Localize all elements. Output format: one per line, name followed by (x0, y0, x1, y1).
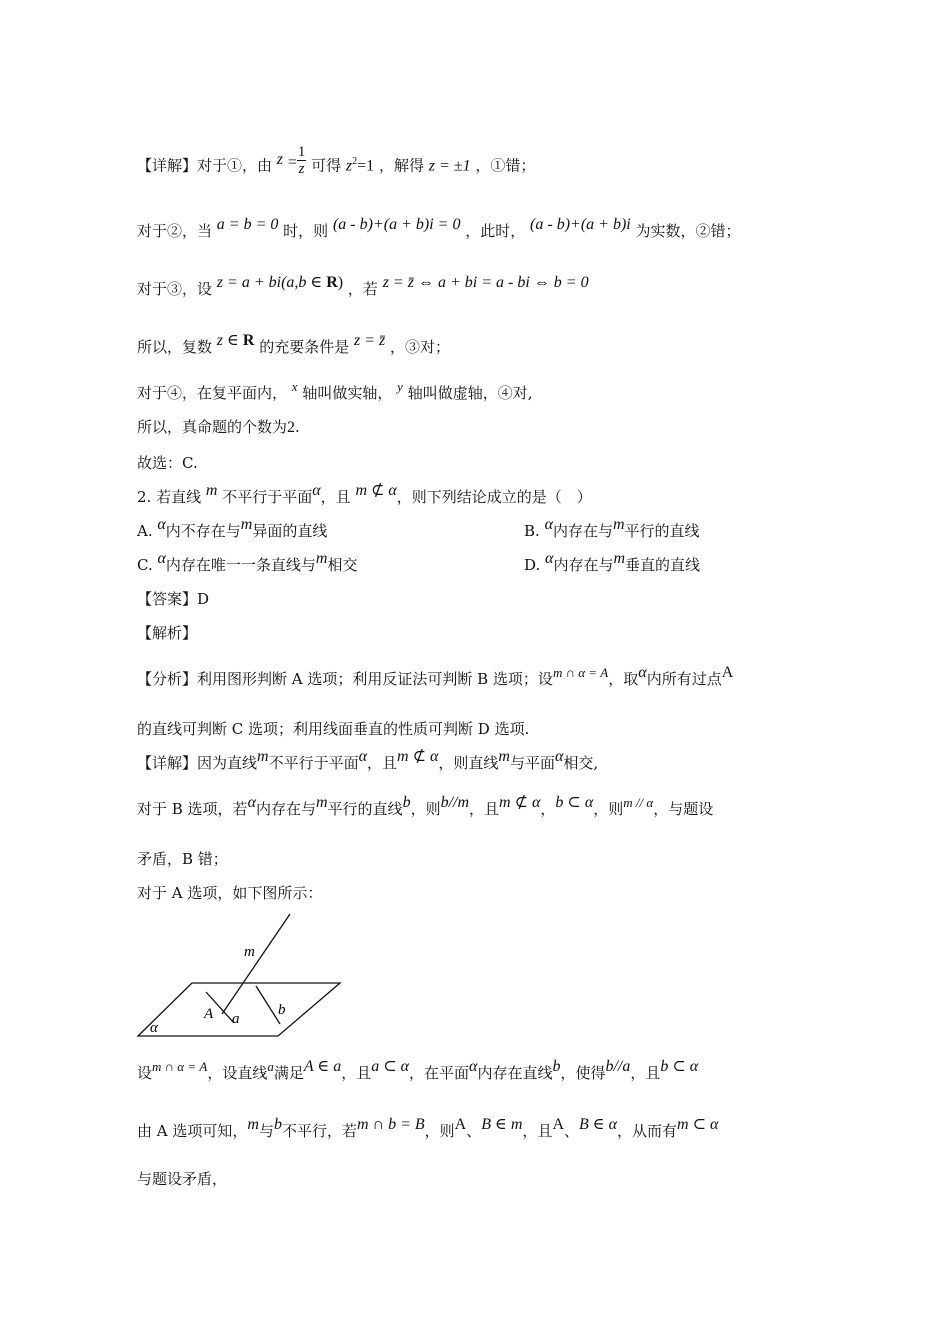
math-x: x (291, 379, 298, 394)
detail2-line-3: 矛盾，B 错； (137, 850, 228, 868)
math-inline: m (315, 794, 328, 811)
math-inline: a ⊂ α (371, 1058, 410, 1075)
math-inline: m (240, 516, 253, 533)
math-R: R (326, 274, 338, 291)
detail-line-4 (137, 332, 451, 359)
math-inline: = (287, 153, 297, 171)
text: ，设直线 (207, 1064, 268, 1082)
text: 、 (564, 1122, 580, 1140)
text: 内存在唯一一条直线与 (165, 556, 316, 574)
detail2-line-7: 与题设矛盾， (137, 1170, 228, 1188)
plane-alpha (138, 983, 340, 1036)
math-inline: A (454, 1116, 467, 1133)
detail2-line-2 (137, 794, 714, 821)
analysis-line-1 (137, 664, 734, 691)
text: 满足 (273, 1064, 304, 1082)
math-inline: B ∈ m (481, 1116, 523, 1133)
math-inline: α (358, 748, 367, 765)
text: z (298, 161, 305, 177)
text: 内所有过点 (646, 670, 722, 688)
text: ，则 (593, 800, 624, 818)
math-inline: m ⊄ α (397, 748, 439, 765)
text: 内存在与 (552, 522, 613, 540)
math-inline: m (498, 748, 510, 765)
math-inline: m (257, 748, 269, 765)
text: ，若 (347, 280, 378, 298)
label-a: a (232, 1011, 240, 1027)
text: 不平行于平面 (222, 488, 313, 506)
label-A: A (204, 1006, 214, 1022)
math-ab0: a = b = 0 (216, 216, 279, 233)
math-inline: b ⊂ α (660, 1058, 699, 1075)
math-inline: α (554, 748, 564, 765)
math-alpha: α (312, 482, 321, 499)
line-b (256, 986, 280, 1024)
math-inline: α (638, 664, 647, 681)
text: 异面的直线 (252, 522, 328, 540)
math-inline: m (613, 550, 626, 567)
label-alpha: α (150, 1020, 158, 1036)
text: 相交 (327, 556, 358, 574)
math-expr1: (a - b)+(a + b)i (530, 216, 631, 233)
math-mnotin: m ⊄ α (355, 482, 397, 499)
math-inline: b (273, 1116, 282, 1133)
text: ，使得 (560, 1064, 606, 1082)
math-inline: α (247, 794, 256, 811)
text: 、 (466, 1122, 482, 1140)
detail-line-1 (137, 144, 536, 183)
math-inline: m (612, 516, 625, 533)
text: ，且 (320, 488, 351, 506)
math-paren: ) (337, 274, 344, 291)
text: 与 (258, 1122, 274, 1140)
math-inline: b//a (605, 1058, 631, 1075)
text: 为实数，②错； (635, 222, 741, 240)
math-inline: A (721, 664, 734, 681)
detail-line-3 (137, 274, 589, 301)
detail2-line-1 (137, 748, 599, 775)
text: ，且 (522, 1122, 553, 1140)
label-b: b (278, 1002, 286, 1018)
text: ，则直线 (438, 754, 499, 772)
math-inline: m ∩ b = B (356, 1116, 425, 1133)
text: 时，则 (283, 222, 329, 240)
math-inline: b (552, 1058, 561, 1075)
text: 垂直的直线 (625, 556, 701, 574)
math-inline: m (315, 550, 328, 567)
text: ，从而有 (617, 1122, 678, 1140)
text: 对于②，当 (137, 222, 213, 240)
choice-line: 故选：C. (137, 454, 198, 472)
text: 不平行于平面 (268, 754, 359, 772)
math-z: z (276, 150, 284, 168)
math-inline: α (157, 516, 166, 533)
text: 相交, (563, 754, 599, 772)
detail-line-2 (137, 216, 741, 243)
math-inline: b (402, 794, 411, 811)
math-inline: α (545, 550, 554, 567)
option-a (137, 516, 328, 543)
fraction-1-over-z (297, 144, 307, 177)
option-d (524, 550, 701, 577)
text: 由 A 选项可知， (137, 1122, 248, 1140)
math-inline: B ∈ α (579, 1116, 618, 1133)
math-inline: A (552, 1116, 564, 1133)
math-R: R (242, 332, 255, 349)
text: ，且 (341, 1064, 372, 1082)
text: A. (137, 522, 158, 540)
math-y: y (397, 379, 403, 394)
text: 所以，复数 (137, 338, 213, 356)
math-m: m (205, 482, 218, 499)
math-inline: b//m (440, 794, 470, 811)
math-zdef: z = a + bi(a,b ∈ (216, 274, 327, 291)
text: 【详解】对于①，由 (137, 156, 273, 175)
detail-line-6 (137, 416, 300, 439)
answer-line: 【答案】D (137, 590, 210, 608)
analysis-line-2: 的直线可判断 C 选项；利用线面垂直的性质可判断 D 选项. (137, 720, 530, 738)
math-conj-equiv: z = z̄ ⇔ a + bi = a - bi ⇔ b = 0 (382, 274, 589, 291)
text: 内存在与 (255, 800, 316, 818)
text: 【详解】因为直线 (137, 754, 258, 772)
text: 对于③，设 (137, 280, 213, 298)
text: B. (524, 522, 545, 540)
text: ，且 (630, 1064, 661, 1082)
analysis-heading: 【解析】 (137, 624, 198, 642)
text: ，③对； (390, 338, 451, 356)
text: 对于 B 选项，若 (137, 800, 248, 818)
math-inline: α (544, 516, 553, 533)
text: ，此时， (465, 222, 526, 240)
math-eq: =1 (357, 157, 375, 175)
text: 可得 (311, 156, 342, 175)
text: 内存在与 (553, 556, 614, 574)
text: 与平面 (509, 754, 555, 772)
text: 平行的直线 (624, 522, 700, 540)
text: . (295, 418, 300, 436)
math-inline: m // α (623, 795, 654, 810)
math-exponent: 2 (352, 155, 358, 167)
math-pm1: z = ±1 (428, 157, 471, 175)
text: 1 (297, 144, 306, 160)
text: 的充要条件是 (259, 338, 350, 356)
math-inline: m (247, 1116, 259, 1133)
text: ，与题设 (653, 800, 714, 818)
text: 所以，真命题的个数为 (137, 418, 288, 436)
text: 轴叫做实轴， (302, 384, 393, 402)
math-inline: m ∩ α = A (552, 665, 609, 680)
plane-line-figure (130, 910, 350, 1040)
text: ，则下列结论成立的是（ ） (396, 488, 592, 506)
text: 不平行，若 (281, 1122, 357, 1140)
math-inline: b ⊂ α (555, 794, 594, 811)
text: ，解得 (378, 156, 424, 175)
math-zeqconj: z = z̄ (354, 332, 386, 349)
math-inline: A ∈ a (303, 1058, 342, 1075)
math-inline: a (267, 1059, 274, 1074)
math-inline: m ∩ α = A (152, 1059, 208, 1074)
text: 平行的直线 (327, 800, 403, 818)
option-b (524, 516, 700, 543)
text: ，取 (608, 670, 639, 688)
math-expr0: (a - b)+(a + b)i = 0 (332, 216, 461, 233)
text: 内存在直线 (477, 1064, 553, 1082)
text: 对于④，在复平面内， (137, 384, 288, 402)
text: ，且 (469, 800, 500, 818)
text: ，在平面 (409, 1064, 470, 1082)
math-inline: α (157, 550, 166, 567)
text: 设 (137, 1064, 153, 1082)
detail2-line-5 (137, 1058, 699, 1085)
text: ， (540, 800, 556, 818)
text: 内不存在与 (165, 522, 241, 540)
text: ，则 (410, 800, 441, 818)
detail2-line-6 (137, 1116, 719, 1143)
math-inline: α (469, 1058, 478, 1075)
label-m: m (244, 944, 255, 960)
option-c (137, 550, 358, 577)
text: 轴叫做虚轴，④对, (407, 384, 533, 402)
text: ，则 (424, 1122, 455, 1140)
math-zR: z ∈ (216, 332, 243, 349)
text: 【分析】利用图形判断 A 选项；利用反证法可判断 B 选项；设 (137, 670, 553, 688)
math-2: 2 (287, 419, 296, 436)
math-z: z (345, 157, 353, 175)
text: 2. 若直线 (137, 488, 202, 506)
detail2-line-4: 对于 A 选项，如下图所示： (137, 884, 323, 902)
text: ，①错； (475, 156, 536, 175)
math-inline: m ⊄ α (499, 794, 541, 811)
detail-line-5 (137, 379, 533, 405)
text: C. (137, 556, 158, 574)
text: ，且 (367, 754, 398, 772)
math-inline: m ⊂ α (677, 1116, 719, 1133)
question-2 (137, 482, 592, 509)
line-m (222, 914, 290, 1014)
text: D. (524, 556, 546, 574)
